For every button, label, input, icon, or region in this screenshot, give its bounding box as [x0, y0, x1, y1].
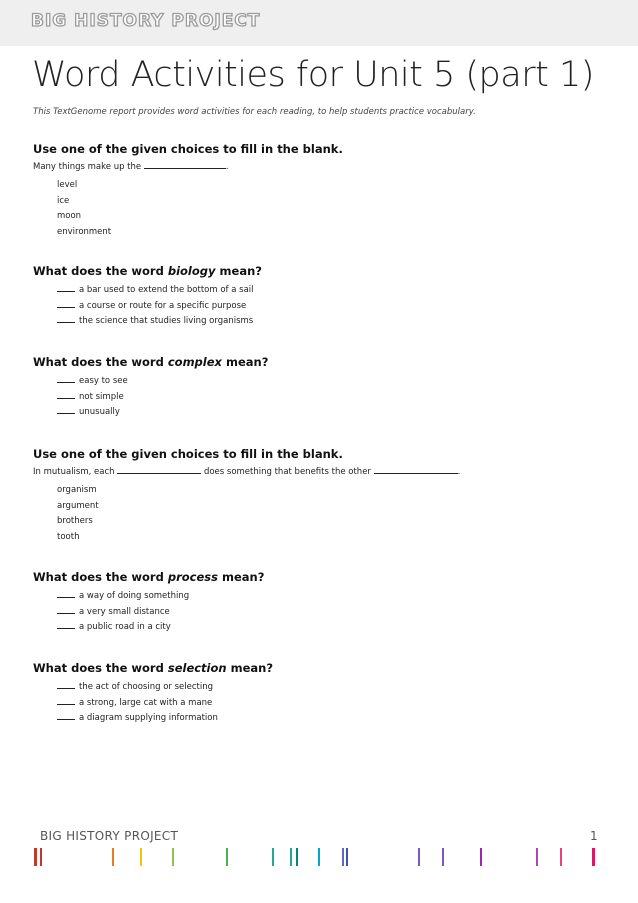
definition-text: a diagram supplying information	[79, 713, 218, 723]
answer-line[interactable]	[57, 711, 75, 720]
footer-bar	[442, 848, 444, 866]
definition-item[interactable]	[33, 405, 613, 421]
title-prefix: What does the word	[33, 355, 164, 369]
question-stem	[33, 161, 613, 172]
vocab-word: biology	[167, 264, 216, 278]
definition-text: a public road in a city	[79, 622, 171, 632]
title-suffix: mean?	[219, 264, 262, 278]
stem-text: .	[225, 162, 229, 172]
answer-line[interactable]	[57, 299, 75, 308]
answer-line[interactable]	[57, 405, 75, 414]
question-title	[33, 661, 613, 675]
answer-line[interactable]	[57, 680, 75, 689]
choice-item[interactable]: ice	[57, 195, 70, 206]
definition-list	[33, 374, 613, 421]
definition-text: the science that studies living organisms	[79, 316, 254, 326]
definition-item[interactable]	[33, 620, 613, 636]
answer-blank[interactable]	[144, 161, 226, 169]
answer-line[interactable]	[57, 314, 75, 323]
definition-text: unusually	[79, 407, 120, 417]
title-suffix: mean?	[222, 570, 265, 584]
footer-label: BIG HISTORY PROJECT	[40, 829, 179, 843]
footer-bar	[34, 848, 37, 866]
choice-item[interactable]: moon	[57, 211, 82, 221]
definition-text: easy to see	[79, 376, 128, 386]
footer-bar	[140, 848, 142, 866]
answer-blank[interactable]	[117, 466, 201, 474]
question-2	[33, 264, 613, 330]
vocab-word: selection	[167, 661, 227, 675]
question-3	[33, 355, 613, 421]
definition-text: a way of doing something	[79, 591, 190, 601]
stem-text: .	[457, 467, 461, 477]
definition-item[interactable]	[33, 711, 613, 727]
intro-text: This TextGenome report provides word activities for each reading, to help students practice vocabulary.	[33, 107, 476, 117]
choice-item[interactable]: argument	[57, 500, 99, 511]
answer-line[interactable]	[57, 390, 75, 399]
header-bar	[0, 0, 638, 46]
question-title	[33, 264, 613, 278]
footer-bar	[342, 848, 344, 866]
choice-item[interactable]: level	[57, 180, 78, 190]
footer-bar	[346, 848, 348, 866]
question-title: Use one of the given choices to fill in the blank.	[33, 447, 343, 461]
choice-item[interactable]: tooth	[57, 531, 80, 542]
definition-item[interactable]	[33, 605, 613, 621]
title-suffix: mean?	[230, 661, 274, 675]
definition-text: a course or route for a specific purpose	[79, 300, 247, 311]
choice-list	[33, 483, 613, 545]
choice-item[interactable]: brothers	[57, 516, 93, 526]
answer-line[interactable]	[57, 620, 75, 629]
question-6	[33, 661, 613, 727]
logo: BIG HISTORY PROJECT	[31, 11, 261, 31]
definition-item[interactable]	[33, 374, 613, 390]
definition-item[interactable]	[33, 696, 613, 712]
definition-item[interactable]	[33, 589, 613, 605]
question-4	[33, 447, 613, 545]
vocab-word: complex	[167, 355, 222, 369]
answer-line[interactable]	[57, 374, 75, 383]
question-title	[33, 570, 613, 584]
answer-line[interactable]	[57, 605, 75, 614]
choice-item[interactable]: organism	[57, 485, 97, 495]
definition-item[interactable]	[33, 299, 613, 315]
vocab-word: process	[167, 570, 218, 584]
question-title	[33, 355, 613, 369]
answer-line[interactable]	[57, 283, 75, 292]
title-prefix: What does the word	[33, 661, 164, 675]
footer-bar	[272, 848, 274, 866]
title-prefix: What does the word	[33, 264, 164, 278]
footer-bar	[318, 848, 320, 866]
footer-bar	[172, 848, 174, 866]
stem-text: does something that benefits the other	[203, 467, 371, 477]
definition-list	[33, 680, 613, 727]
answer-blank[interactable]	[374, 466, 458, 474]
definition-list	[33, 283, 613, 330]
footer-bar	[112, 848, 114, 866]
answer-line[interactable]	[57, 696, 75, 705]
question-title: Use one of the given choices to fill in the blank.	[33, 142, 343, 156]
answer-line[interactable]	[57, 589, 75, 598]
footer-bar	[40, 848, 42, 866]
page-title: Word Activities for Unit 5 (part 1)	[32, 55, 594, 95]
definition-item[interactable]	[33, 680, 613, 696]
question-stem	[33, 466, 613, 477]
definition-item[interactable]	[33, 314, 613, 330]
footer-bar	[536, 848, 538, 866]
stem-text: In mutualism, each	[33, 467, 115, 477]
footer-bar	[226, 848, 228, 866]
footer-bar	[560, 848, 562, 866]
question-5	[33, 570, 613, 636]
title-prefix: What does the word	[33, 570, 164, 584]
footer-bar	[592, 848, 595, 866]
definition-text: not simple	[79, 391, 124, 402]
definition-text: a strong, large cat with a mane	[79, 697, 213, 708]
footer-bar	[296, 848, 298, 866]
footer-bar	[480, 848, 482, 866]
definition-text: a bar used to extend the bottom of a sail	[79, 285, 254, 295]
footer-bar	[290, 848, 292, 866]
page-number: 1	[590, 829, 598, 843]
question-1	[33, 142, 613, 240]
choice-list	[33, 178, 613, 240]
stem-text: Many things make up the	[33, 162, 142, 172]
footer-bar	[418, 848, 420, 866]
choice-item[interactable]: environment	[57, 226, 112, 237]
definition-item[interactable]	[33, 283, 613, 299]
definition-item[interactable]	[33, 390, 613, 406]
definition-text: the act of choosing or selecting	[79, 682, 213, 692]
definition-text: a very small distance	[79, 606, 170, 617]
title-suffix: mean?	[225, 355, 269, 369]
definition-list	[33, 589, 613, 636]
